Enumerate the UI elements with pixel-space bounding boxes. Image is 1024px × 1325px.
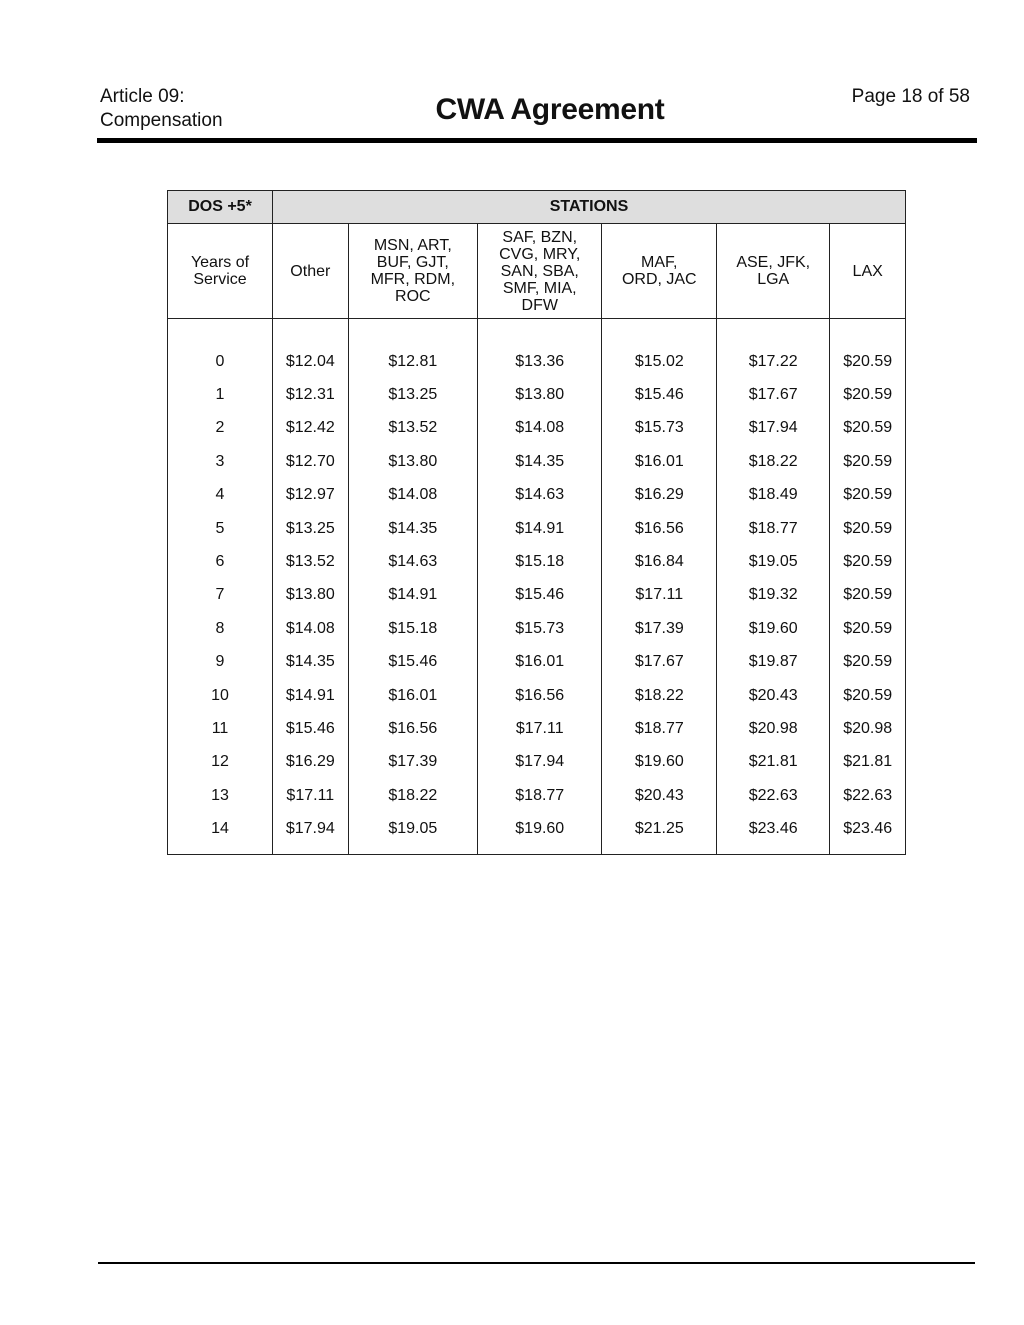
- rate-cell: $13.52: [348, 412, 477, 445]
- rate-cell: $21.81: [717, 746, 830, 779]
- rate-cell: $17.11: [602, 579, 717, 612]
- years-cell: 4: [168, 479, 273, 512]
- stations-group-label: STATIONS: [273, 191, 906, 224]
- spacer-cell: [168, 319, 273, 346]
- years-cell: 1: [168, 378, 273, 411]
- table-row: [168, 679, 906, 712]
- table-row: [168, 746, 906, 779]
- table-row: [168, 378, 906, 411]
- table-row: [168, 812, 906, 845]
- rate-cell: $19.60: [477, 812, 602, 845]
- table-body: [168, 319, 906, 855]
- header-line: CVG, MRY,: [499, 245, 581, 263]
- years-of-service-header: [168, 224, 273, 319]
- table-row: [168, 412, 906, 445]
- rate-cell: $20.43: [602, 779, 717, 812]
- rate-cell: $19.05: [348, 812, 477, 845]
- rate-cell: $15.73: [477, 612, 602, 645]
- document-title: CWA Agreement: [435, 93, 665, 126]
- station-column-header: [273, 224, 349, 319]
- rate-cell: $18.22: [717, 445, 830, 478]
- rate-cell: $20.59: [830, 679, 906, 712]
- header-line: Other: [290, 262, 331, 280]
- rate-cell: $19.32: [717, 579, 830, 612]
- footer-divider: [98, 1262, 975, 1264]
- years-cell: 7: [168, 579, 273, 612]
- rate-cell: $20.59: [830, 512, 906, 545]
- table-row: [168, 479, 906, 512]
- header-line: BUF, GJT,: [376, 254, 449, 271]
- rate-cell: $20.59: [830, 579, 906, 612]
- rate-cell: $18.77: [602, 712, 717, 745]
- table-row: [168, 445, 906, 478]
- rate-cell: $15.46: [273, 712, 349, 745]
- rate-cell: $20.59: [830, 545, 906, 578]
- rate-cell: $13.80: [348, 445, 477, 478]
- rate-cell: $16.84: [602, 545, 717, 578]
- header-line: SMF, MIA,: [502, 279, 577, 297]
- rate-cell: $13.25: [348, 378, 477, 411]
- rate-cell: $16.56: [477, 679, 602, 712]
- rate-cell: $12.31: [273, 378, 349, 411]
- rate-cell: $15.46: [602, 378, 717, 411]
- years-cell: 0: [168, 345, 273, 378]
- rate-cell: $14.63: [348, 545, 477, 578]
- station-column-header: [717, 224, 830, 319]
- header-line: Years of: [190, 254, 250, 271]
- rate-cell: $12.70: [273, 445, 349, 478]
- rate-cell: $16.29: [273, 746, 349, 779]
- rate-cell: $20.59: [830, 378, 906, 411]
- column-header-row: [168, 224, 906, 319]
- rate-cell: $22.63: [717, 779, 830, 812]
- rate-cell: $18.77: [477, 779, 602, 812]
- rate-cell: $15.73: [602, 412, 717, 445]
- article-number: Article 09:: [100, 86, 185, 107]
- table-row: [168, 512, 906, 545]
- rate-cell: $19.60: [602, 746, 717, 779]
- spacer-cell: [477, 846, 602, 855]
- header-line: SAF, BZN,: [502, 228, 578, 246]
- spacer-cell: [717, 319, 830, 346]
- rate-cell: $14.91: [273, 679, 349, 712]
- years-cell: 14: [168, 812, 273, 845]
- spacer-cell: [273, 846, 349, 855]
- rate-cell: $12.42: [273, 412, 349, 445]
- years-cell: 9: [168, 646, 273, 679]
- rate-cell: $19.60: [717, 612, 830, 645]
- spacer-cell: [830, 846, 906, 855]
- rate-cell: $15.02: [602, 345, 717, 378]
- years-cell: 12: [168, 746, 273, 779]
- rate-cell: $13.36: [477, 345, 602, 378]
- rate-cell: $17.22: [717, 345, 830, 378]
- rate-cell: $13.52: [273, 545, 349, 578]
- spacer-cell: [348, 846, 477, 855]
- rate-cell: $16.56: [348, 712, 477, 745]
- rate-cell: $20.59: [830, 646, 906, 679]
- spacer-cell: [830, 319, 906, 346]
- table-row: [168, 579, 906, 612]
- rate-cell: $21.81: [830, 746, 906, 779]
- rate-cell: $14.35: [273, 646, 349, 679]
- years-cell: 11: [168, 712, 273, 745]
- rate-cell: $14.91: [477, 512, 602, 545]
- rate-cell: $20.59: [830, 412, 906, 445]
- years-cell: 6: [168, 545, 273, 578]
- rate-cell: $23.46: [830, 812, 906, 845]
- table-group-header-row: [168, 191, 906, 224]
- rate-cell: $18.77: [717, 512, 830, 545]
- rate-cell: $20.98: [830, 712, 906, 745]
- rate-cell: $14.08: [477, 412, 602, 445]
- header-line: ORD, JAC: [621, 271, 697, 288]
- rate-cell: $15.18: [477, 545, 602, 578]
- spacer-cell: [477, 319, 602, 346]
- rate-cell: $13.80: [273, 579, 349, 612]
- article-section: Compensation: [100, 110, 223, 131]
- years-cell: 10: [168, 679, 273, 712]
- rate-cell: $16.01: [602, 445, 717, 478]
- rate-cell: $17.94: [477, 746, 602, 779]
- spacer-cell: [602, 319, 717, 346]
- rate-cell: $18.22: [348, 779, 477, 812]
- table-row: [168, 545, 906, 578]
- station-column-header: [830, 224, 906, 319]
- spacer-cell: [348, 319, 477, 346]
- rate-cell: $16.01: [348, 679, 477, 712]
- header-line: MAF,: [641, 254, 678, 271]
- rate-cell: $16.01: [477, 646, 602, 679]
- rate-cell: $15.46: [477, 579, 602, 612]
- header-line: Service: [193, 271, 247, 288]
- rate-cell: $19.87: [717, 646, 830, 679]
- station-column-header: [477, 224, 602, 319]
- years-cell: 8: [168, 612, 273, 645]
- wage-rate-table: [167, 190, 906, 855]
- rate-cell: $14.08: [273, 612, 349, 645]
- rate-cell: $20.59: [830, 345, 906, 378]
- end-spacer-row: [168, 846, 906, 855]
- rate-cell: $18.22: [602, 679, 717, 712]
- rate-cell: $15.18: [348, 612, 477, 645]
- rate-cell: $19.05: [717, 545, 830, 578]
- header-line: MFR, RDM,: [370, 271, 456, 288]
- header-line: ROC: [395, 288, 431, 305]
- rate-cell: $17.11: [273, 779, 349, 812]
- rate-cell: $23.46: [717, 812, 830, 845]
- rate-cell: $12.97: [273, 479, 349, 512]
- rate-cell: $20.59: [830, 445, 906, 478]
- rate-cell: $17.11: [477, 712, 602, 745]
- rate-cell: $14.35: [348, 512, 477, 545]
- table-row: [168, 779, 906, 812]
- rate-cell: $22.63: [830, 779, 906, 812]
- years-cell: 5: [168, 512, 273, 545]
- station-column-header: [348, 224, 477, 319]
- years-cell: 3: [168, 445, 273, 478]
- spacer-cell: [602, 846, 717, 855]
- rate-cell: $18.49: [717, 479, 830, 512]
- header-divider: [97, 138, 977, 143]
- page-number: Page 18 of 58: [851, 86, 970, 107]
- years-cell: 13: [168, 779, 273, 812]
- rate-cell: $17.39: [602, 612, 717, 645]
- rate-cell: $12.04: [273, 345, 349, 378]
- table-row: [168, 345, 906, 378]
- rate-cell: $17.94: [717, 412, 830, 445]
- rate-cell: $20.59: [830, 479, 906, 512]
- header-line: ASE, JFK,: [736, 254, 811, 271]
- header-line: DFW: [521, 296, 558, 314]
- header-line: MSN, ART,: [373, 237, 452, 254]
- rate-cell: $16.56: [602, 512, 717, 545]
- rate-cell: $17.67: [602, 646, 717, 679]
- table-row: [168, 612, 906, 645]
- spacer-cell: [717, 846, 830, 855]
- header-line: LGA: [757, 271, 790, 288]
- rate-cell: $14.63: [477, 479, 602, 512]
- rate-cell: $21.25: [602, 812, 717, 845]
- rate-cell: $14.35: [477, 445, 602, 478]
- spacer-cell: [168, 846, 273, 855]
- header-line: SAN, SBA,: [500, 262, 579, 280]
- spacer-row: [168, 319, 906, 346]
- rate-cell: $12.81: [348, 345, 477, 378]
- rate-cell: $15.46: [348, 646, 477, 679]
- rate-cell: $14.91: [348, 579, 477, 612]
- corner-label: DOS +5*: [168, 191, 273, 224]
- table-row: [168, 646, 906, 679]
- rate-cell: $16.29: [602, 479, 717, 512]
- header-line: LAX: [852, 262, 883, 280]
- rate-cell: $13.25: [273, 512, 349, 545]
- years-cell: 2: [168, 412, 273, 445]
- rate-cell: $13.80: [477, 378, 602, 411]
- rate-cell: $17.94: [273, 812, 349, 845]
- rate-cell: $17.39: [348, 746, 477, 779]
- rate-cell: $20.43: [717, 679, 830, 712]
- table-row: [168, 712, 906, 745]
- rate-cell: $20.59: [830, 612, 906, 645]
- spacer-cell: [273, 319, 349, 346]
- rate-cell: $20.98: [717, 712, 830, 745]
- station-column-header: [602, 224, 717, 319]
- rate-cell: $17.67: [717, 378, 830, 411]
- rate-cell: $14.08: [348, 479, 477, 512]
